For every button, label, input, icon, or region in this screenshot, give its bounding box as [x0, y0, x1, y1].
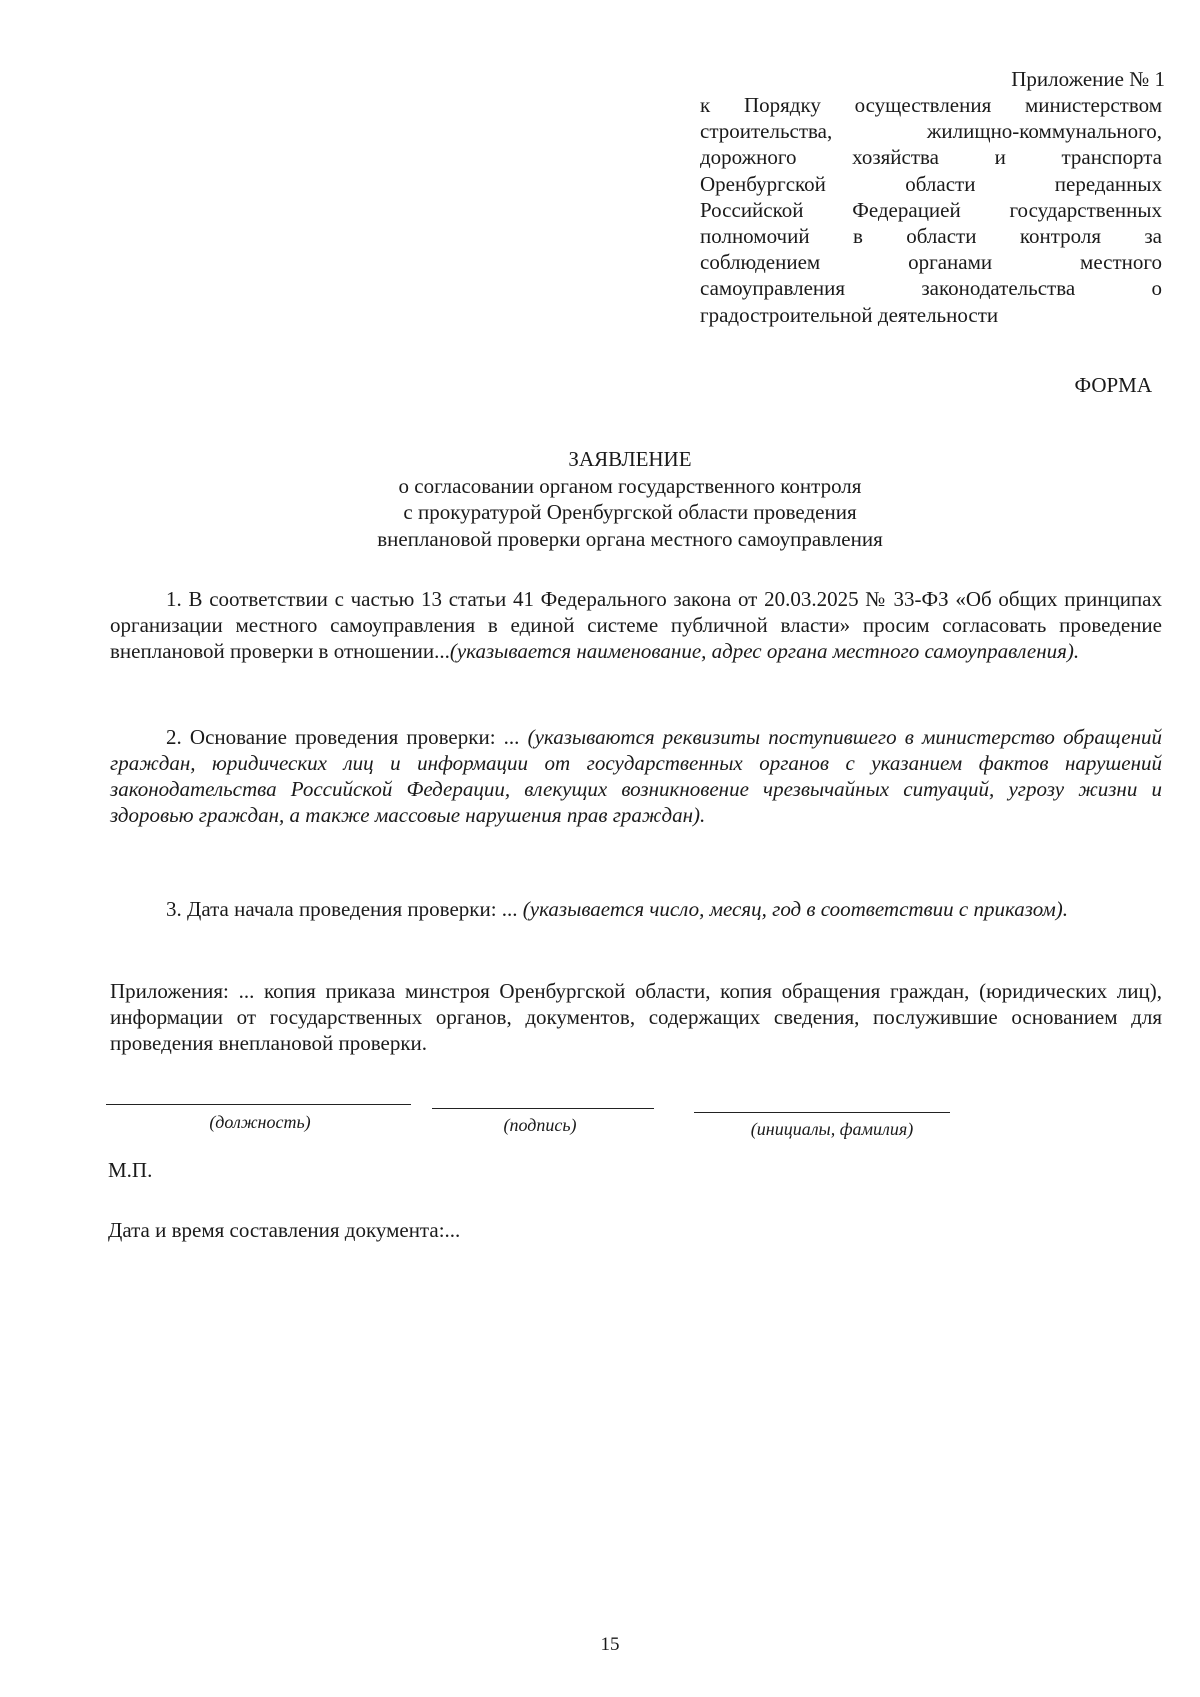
- annex-line: Оренбургской области переданных: [700, 171, 1162, 196]
- attachments-paragraph: Приложения: ... копия приказа минстроя Оренбургской области, копия обращения граждан, (юридических лиц), информации от государственных органов, документов, содержащих сведения, послужившие основанием для проведения внеплановой проверки.: [110, 979, 1162, 1055]
- annex-line: строительства, жилищно-коммунального,: [700, 119, 1162, 144]
- form-label: ФОРМА: [1074, 373, 1152, 397]
- page-number: 15: [600, 1634, 620, 1655]
- paragraph-1-hint: (указывается наименование, адрес органа местного самоуправления).: [449, 639, 1080, 663]
- name-caption: (инициалы, фамилия): [750, 1119, 914, 1139]
- annex-title: Приложение № 1: [1011, 67, 1165, 91]
- name-signature-line: [694, 1112, 950, 1113]
- stamp-label: М.П.: [108, 1158, 153, 1182]
- annex-line: к Порядку осуществления министерством: [700, 93, 1162, 117]
- annex-line: градостроительной деятельности: [700, 302, 999, 327]
- signature-line: [432, 1108, 654, 1109]
- paragraph-3-hint: (указывается число, месяц, год в соответствии с приказом).: [522, 897, 1069, 921]
- paragraph-1: [110, 586, 1162, 664]
- annex-line: полномочий в области контроля за: [700, 224, 1162, 249]
- paragraph-1-text: 1. В соответствии с частью 13 статьи 41 Федерального закона от 20.03.2025 № 33-ФЗ «Об общих принципах организации местного самоуправления в единой системе публичной власти» просим согласовать проведение внеплановой проверки в отношении...: [110, 587, 1162, 663]
- signature-caption: (подпись): [503, 1115, 577, 1135]
- annex-line: соблюдением органами местного: [700, 250, 1162, 275]
- document-subtitle-line: внеплановой проверки органа местного самоуправления: [377, 526, 883, 551]
- annex-description: [700, 92, 1162, 328]
- document-title: ЗАЯВЛЕНИЕ: [568, 447, 692, 471]
- paragraph-2-text: 2. Основание проведения проверки: ...: [166, 725, 528, 749]
- document-subtitle-line: с прокуратурой Оренбургской области проведения: [403, 500, 857, 524]
- paragraph-2-hint: (указываются реквизиты поступившего в министерство обращений граждан, юридических лиц и информации от государственных органов с указанием фактов нарушений законодательства Российской Федерации, влекущих возникновение чрезвычайных ситуаций, угрозу жизни и здоровью граждан, а также массовые нарушения прав граждан).: [110, 725, 1162, 827]
- position-caption: (должность): [209, 1112, 311, 1132]
- document-date-label: Дата и время составления документа:...: [108, 1218, 461, 1242]
- position-signature-line: [106, 1104, 411, 1105]
- paragraph-3: [110, 896, 1162, 922]
- document-heading: [200, 446, 1060, 552]
- document-subtitle-line: о согласовании органом государственного контроля: [398, 473, 862, 498]
- annex-line: дорожного хозяйства и транспорта: [700, 145, 1162, 170]
- paragraph-3-text: 3. Дата начала проведения проверки: ...: [166, 897, 523, 921]
- annex-line: самоуправления законодательства о: [700, 276, 1162, 301]
- annex-line: Российской Федерацией государственных: [700, 197, 1162, 222]
- paragraph-2: [110, 724, 1162, 828]
